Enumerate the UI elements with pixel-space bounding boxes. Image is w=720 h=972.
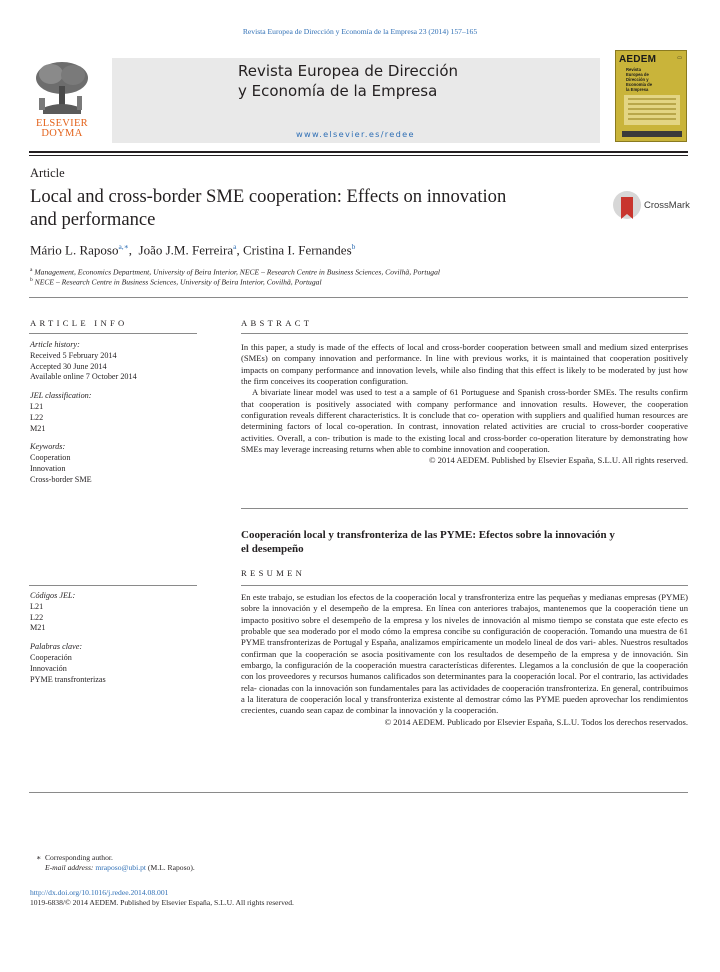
resumen-body — [241, 592, 688, 728]
article-info-panel — [30, 340, 137, 486]
resumen-line: PYME transfronterizas de Portugal y España, analizamos empíricamente un modelo lineal de dos vari- — [241, 637, 596, 648]
resumen-line: ables. Nuestros resultados confirman que la cooperación se asocia positivamente con los resultados de — [241, 637, 688, 659]
resumen-line: desempeño de la empresa y de innovación. Sin embargo, la configuración de la cooperación muestra — [241, 648, 689, 671]
spanish-title-line1: Cooperación local y transfronteriza de las PYME: Efectos sobre la innovación y — [241, 529, 615, 541]
cover-footer-bar — [622, 131, 682, 137]
jel-label-es: Códigos JEL: — [30, 591, 76, 600]
abstract-paragraph — [241, 387, 688, 455]
keyword: Innovation — [30, 463, 66, 473]
jel-code: L21 — [30, 601, 44, 611]
spanish-title-line2: el desempeño — [241, 543, 304, 555]
journal-title-line2: y Economía de la Empresa — [238, 82, 438, 100]
resumen-paragraph — [241, 592, 688, 717]
jel-label: JEL classification: — [30, 391, 92, 401]
bookmark-icon — [621, 197, 633, 214]
abstract-line: In contrast, innovation related activities are crucial to cross-border cooperative activities. Overall, a con- — [241, 421, 689, 443]
affiliation-mark: b — [30, 277, 33, 283]
abstract-line: The results confirm that cooperation is positively associated with company performance and innovation — [241, 387, 688, 409]
cover-subtitle-line: Revista — [626, 67, 641, 72]
doi-link[interactable]: http://dx.doi.org/10.1016/j.redee.2014.08.001 — [30, 888, 169, 897]
article-title — [30, 186, 590, 231]
resumen-heading: RESUMEN — [241, 568, 306, 578]
publisher-name: ELSEVIER — [36, 118, 88, 129]
journal-title-line1: Revista Europea de Dirección — [238, 62, 459, 80]
resumen-line: por el modo cómo la empresa concibe su configuración de cooperación. Tomando una muestra de 61 — [338, 626, 689, 637]
abstract-line: it is maintained that cooperation positively impacts on company performance and innovation levels, — [241, 353, 689, 375]
resumen-line: cionadas con la innovación son fundamentales para las actividades de cooperación transfronteriza. En — [259, 682, 611, 693]
cover-subtitle — [626, 67, 684, 92]
jel-code: M21 — [30, 623, 46, 633]
article-info-heading: ARTICLE INFO — [30, 318, 128, 328]
resumen-line: general, contribuimos a la literatura de cooperación local y transfronteriza existente al demostrar cómo — [241, 682, 688, 705]
journal-reference[interactable]: Revista Europea de Dirección y Economía de la Empresa 23 (2014) 157–165 — [242, 27, 478, 36]
author-separator: , — [236, 242, 243, 258]
section-divider — [29, 297, 688, 298]
article-info-panel-es — [30, 591, 106, 685]
header-rule-thin — [29, 155, 688, 156]
abstract-line: results. However, the cooperation configuration reveals different characteristics. It is conclude that co- — [241, 398, 688, 421]
keywords-label-es: Palabras clave: — [30, 642, 83, 652]
abstract-line: while also finding that this effect is likely to be moderated by just how the firm conceives its cooperation — [241, 364, 688, 387]
elsevier-tree-icon — [33, 60, 91, 116]
abstract-line: configuration. — [359, 376, 409, 387]
keyword: Cooperación — [30, 652, 72, 662]
cover-subtitle-line: Economía de — [626, 82, 653, 87]
abstract-body — [241, 342, 688, 467]
resumen-rule — [241, 585, 688, 586]
cover-subtitle-line: Dirección y — [626, 77, 649, 82]
email-owner: (M.L. Raposo). — [147, 863, 195, 872]
crossmark-badge[interactable] — [613, 191, 688, 221]
author-name[interactable]: Cristina I. Fernandes — [242, 242, 352, 258]
article-type: Article — [30, 166, 65, 180]
affiliation-mark: a — [30, 267, 33, 273]
affiliation-a — [30, 267, 440, 277]
author-affiliation-mark[interactable]: a,∗ — [118, 242, 129, 251]
section-divider-bottom — [29, 792, 688, 793]
abstract-line: SMEs may leverage increasing returns when able to combine innovation and cooperation. — [241, 444, 550, 455]
corresponding-label: Corresponding author. — [44, 853, 113, 862]
history-item: Available online 7 October 2014 — [30, 372, 137, 382]
journal-url-link[interactable]: www.elsevier.es/redee — [296, 129, 415, 139]
abstract-end-rule — [241, 508, 688, 509]
affiliation-b — [30, 277, 322, 287]
author-affiliation-mark[interactable]: b — [351, 242, 356, 251]
email-label: E-mail address: — [45, 863, 94, 872]
abstract-heading: ABSTRACT — [241, 318, 313, 328]
author-affiliation-mark[interactable]: a — [233, 242, 237, 251]
resumen-line: características diferentes. Llegamos a la conclusión de que la cooperación con los proveedores y recursos — [241, 660, 688, 682]
jel-code: L21 — [30, 401, 44, 411]
publisher-imprint: DOYMA — [41, 128, 83, 139]
keyword: Cross-border SME — [30, 474, 92, 484]
journal-banner — [112, 58, 600, 143]
corresponding-author-note — [30, 853, 195, 873]
resumen-line: y la cooperación. — [439, 705, 499, 716]
history-label: Article history: — [30, 340, 80, 349]
abstract-paragraph — [241, 342, 688, 387]
elsevier-logo — [29, 58, 95, 144]
header-rule — [29, 151, 688, 153]
journal-cover-thumbnail[interactable] — [615, 50, 687, 142]
history-item: Accepted 30 June 2014 — [30, 361, 107, 371]
email-link[interactable]: mraposo@ubi.pt — [95, 863, 147, 872]
history-item: Received 5 February 2014 — [30, 350, 117, 360]
author-name[interactable]: Mário L. Raposo — [30, 242, 119, 258]
keyword: Innovación — [30, 663, 67, 673]
jel-code: M21 — [30, 423, 46, 433]
cover-subtitle-line: Europea de — [626, 72, 649, 77]
jel-code: L22 — [30, 412, 44, 422]
resumen-copyright: © 2014 AEDEM. Publicado por Elsevier España, S.L.U. Todos los derechos reservados. — [384, 716, 688, 727]
doi-block — [30, 888, 294, 908]
abstract-copyright: © 2014 AEDEM. Published by Elsevier España, S.L.U. All rights reserved. — [428, 455, 688, 466]
abstract-rule — [241, 333, 688, 334]
affiliation-text: NECE – Research Centre in Business Sciences, University of Beira Interior, Covilhã, Portugal — [34, 277, 322, 287]
resumen-line: humanos calificados son determinantes para la cooperación local. Por el contrario, las actividades rela- — [241, 671, 688, 693]
affiliation-text: Management, Economics Department, University of Beira Interior, NECE – Research Centre in Business Sciences, Covilhã, Portugal — [34, 267, 440, 277]
author-separator: , — [128, 242, 139, 258]
abstract-line: A bivariate linear model was used to test a a sample of 61 Portuguese and Spanish cross-border SMEs. — [252, 387, 617, 398]
author-name[interactable]: João J.M. Ferreira — [138, 242, 234, 258]
resumen-line: las PYME pueden aprovechar los rendimientos crecientes, cuando sean capaz de combinar la innovación — [241, 694, 688, 716]
keyword: Cooperation — [30, 453, 71, 463]
footnote-star: ∗ — [36, 853, 42, 862]
resumen-line: trabajos, mantenemos que la cooperación tiene un impacto positivo sobre el desempeño de la empresa — [241, 603, 689, 625]
cover-content-box — [624, 95, 680, 125]
resumen-line: y los niveles de innovación al mismo tiempo se constata que este efecto es probable que sea moderado — [241, 614, 689, 637]
article-info-rule — [29, 333, 197, 334]
keyword: PYME transfronterizas — [30, 674, 106, 684]
info-es-rule — [29, 585, 197, 586]
issn-copyright: 1019-6838/© 2014 AEDEM. Published by Elsevier España, S.L.U. All rights reserved. — [30, 898, 294, 907]
article-title-line1: Local and cross-border SME cooperation: Effects on innovation — [30, 186, 507, 207]
crossmark-label: CrossMark — [644, 200, 690, 211]
abstract-line: medium sized enterprises (SMEs) on company innovation and performance. In line with previous works, — [241, 342, 688, 364]
cover-title: AEDEM — [619, 54, 657, 65]
abstract-line: In this paper, a study is made of the effects of local and cross-border cooperation between small and — [241, 342, 597, 352]
resumen-line: medianas empresas (PYME) sobre la innovación y el desempeño de la empresa. En línea con anteriores — [241, 592, 688, 614]
abstract-line: operation with suppliers and qualified human resources are determining factors of local co-operation. — [241, 410, 688, 432]
jel-code: L22 — [30, 612, 44, 622]
cover-subtitle-line: la Empresa — [626, 87, 649, 92]
cover-volume-icon: ▭ — [677, 55, 682, 61]
resumen-line: En este trabajo, se estudian los efectos de la cooperación local y transfronteriza entre las pequeñas y — [241, 592, 588, 602]
author-list — [30, 242, 355, 258]
spanish-title — [241, 528, 688, 556]
keywords-label: Keywords: — [30, 442, 66, 452]
abstract-line: tribution is made to the existing local and cross-border co-operation literature by demonstrating how — [332, 432, 689, 443]
article-title-line2: and performance — [30, 208, 156, 230]
